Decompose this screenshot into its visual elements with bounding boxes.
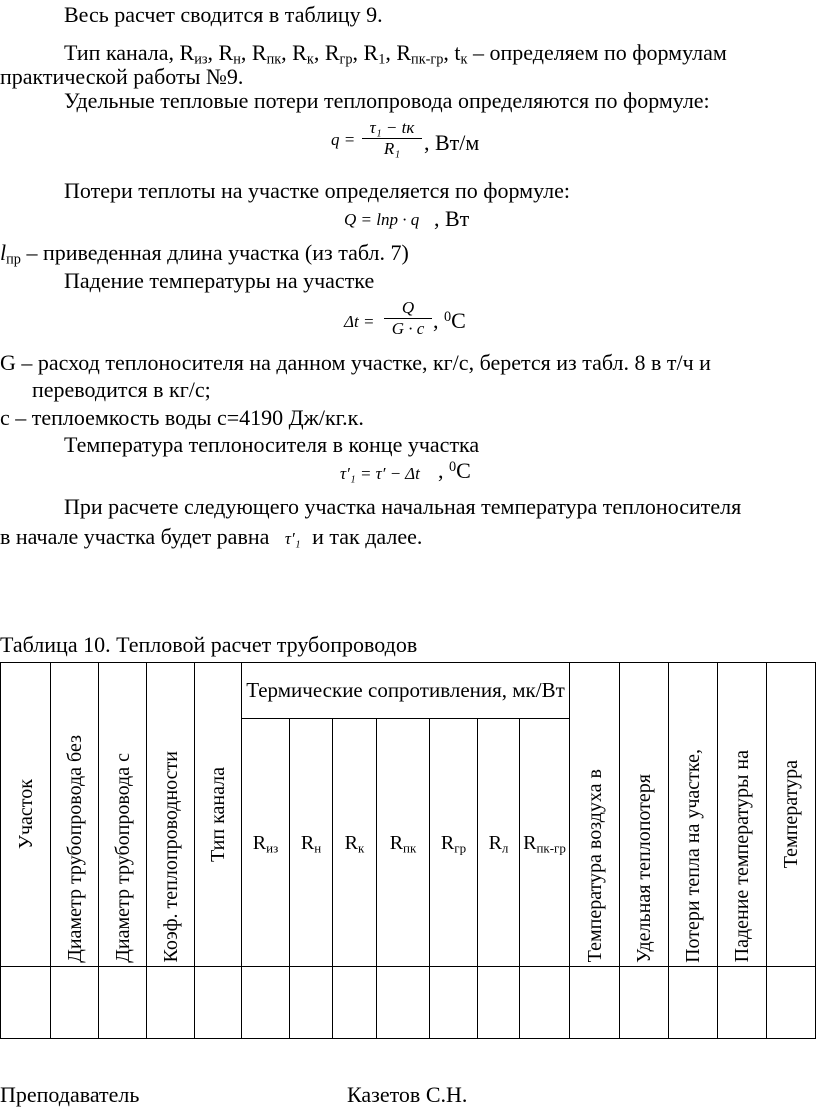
header-r-pk-gr: $R_{пк-гр}$ (520, 719, 570, 967)
paragraph-10: При расчете следующего участка начальная температура теплоносителя (64, 494, 742, 519)
formula-Q-unit: , Вт (434, 206, 470, 231)
paragraph-2-cont: практической работы №9. (0, 64, 244, 89)
table-cell (377, 967, 430, 1039)
table-cell (570, 967, 620, 1039)
header-r-pk: $R_{пк}$ (377, 719, 430, 967)
header-temp: Температура (767, 663, 816, 967)
table-caption: Таблица 10. Тепловой расчет трубопроводов (0, 632, 418, 657)
table-cell (767, 967, 816, 1039)
table-cell (669, 967, 718, 1039)
paragraph-7: G – расход теплоносителя на данном участке, кг/с, берется из табл. 8 в т/ч и (0, 350, 711, 375)
header-diam-s: Диаметр трубопровода с (99, 663, 147, 967)
table-cell (99, 967, 147, 1039)
footer-teacher-name: Казетов С.Н. (347, 1082, 468, 1107)
table-cell (147, 967, 195, 1039)
table-cell (520, 967, 570, 1039)
header-uchastok: Участок (1, 663, 51, 967)
table-cell (195, 967, 242, 1039)
header-group-resistance: Термические сопротивления, мк/Вт (242, 663, 570, 719)
header-r-l: $R_л$ (478, 719, 520, 967)
header-r-gr: $R_{гр}$ (430, 719, 478, 967)
header-koef: Коэф. теплопроводности (147, 663, 195, 967)
header-r-iz: $R_{из}$ (242, 719, 290, 967)
table-cell (1, 967, 51, 1039)
header-r-n: $R_н$ (290, 719, 333, 967)
header-temp-vozd: Температура воздуха в (570, 663, 620, 967)
header-tip: Тип канала (195, 663, 242, 967)
paragraph-4: Потери теплоты на участке определяется по формуле: (64, 178, 570, 203)
header-poteri: Потери тепла на участке, (669, 663, 718, 967)
header-udel: Удельная теплопотеря (620, 663, 669, 967)
table-cell (620, 967, 669, 1039)
table-cell (718, 967, 767, 1039)
header-padenie: Падение температуры на (718, 663, 767, 967)
paragraph-2: Тип канала, $R_{из}$, $R_н$, $R_{пк}$, $R_к$, $R_{гр}$, $R_1$, $R_{пк-гр}$, $t_к$ – определяем по формулам (64, 40, 727, 68)
formula-Q: Q = lпр · q (344, 210, 420, 229)
paragraph-9: Температура теплоносителя в конце участка (64, 432, 480, 457)
table-cell (478, 967, 520, 1039)
formula-tau: τ′₁ = τ′ − Δt (340, 464, 420, 483)
paragraph-6: Падение температуры на участке (64, 268, 375, 293)
table-row (1, 967, 816, 1039)
formula-tau-unit: , $^0$С (438, 458, 471, 483)
paragraph-5: $l_{пр}$ – приведенная длина участка (из табл. 7) (0, 240, 409, 268)
paragraph-7-cont: переводится в кг/с; (32, 377, 211, 402)
header-diam-bez: Диаметр трубопровода без (51, 663, 99, 967)
paragraph-8: с – теплоемкость воды с=4190 Дж/кг.к. (0, 405, 364, 430)
table-cell (333, 967, 377, 1039)
table-cell (242, 967, 290, 1039)
heat-calc-table (0, 662, 816, 1039)
table-cell (51, 967, 99, 1039)
table-cell (430, 967, 478, 1039)
paragraph-1: Весь расчет сводится в таблицу 9. (64, 2, 383, 27)
paragraph-10-cont: в начале участка будет равна τ′₁ и так далее. (0, 524, 423, 549)
paragraph-3: Удельные тепловые потери теплопровода определяются по формуле: (64, 88, 710, 113)
table-cell (290, 967, 333, 1039)
footer-teacher-label: Преподаватель (0, 1082, 140, 1107)
header-r-k: $R_к$ (333, 719, 377, 967)
